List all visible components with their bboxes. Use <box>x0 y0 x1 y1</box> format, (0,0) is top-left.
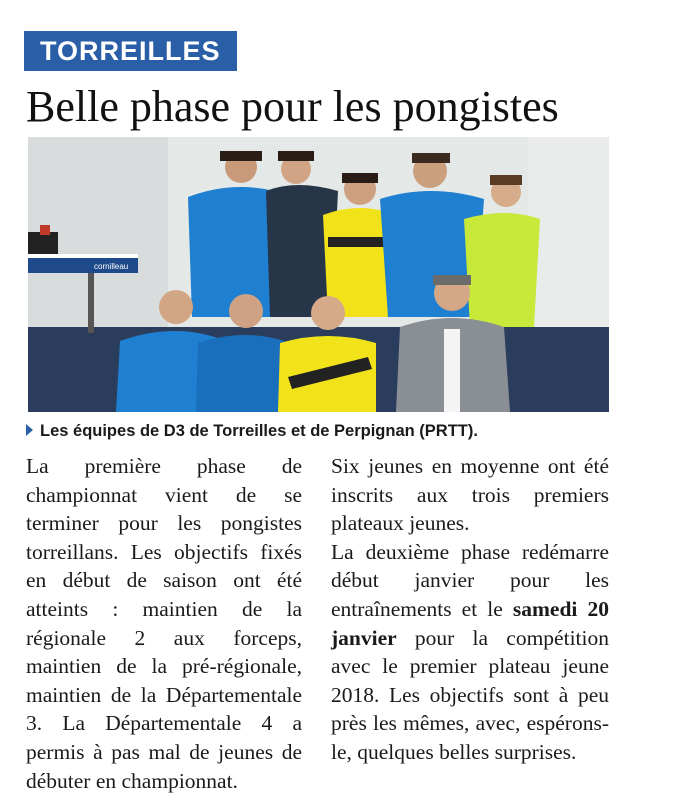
article-headline: Belle phase pour les pongistes <box>26 82 559 131</box>
article-column-2 <box>331 452 609 767</box>
section-label: TORREILLES <box>24 31 237 71</box>
table-brand-text: cornilleau <box>94 262 129 271</box>
date-highlight: samedi 20 janvier <box>331 596 609 650</box>
article-column-1 <box>26 452 302 795</box>
team-photo <box>28 137 609 412</box>
photo-caption <box>26 422 478 441</box>
body-paragraph <box>331 538 609 767</box>
body-text: pour la compétition avec le premier plateau jeune 2018. Les objectifs sont à peu près les mêmes, avec, espérons-le, quelques belles surprises. <box>331 625 609 764</box>
caption-bullet-icon <box>26 424 33 436</box>
body-text: La deuxième phase redémarre début janvier pour les entraînements et le <box>331 539 609 621</box>
body-paragraph: La première phase de championnat vient de se terminer pour les pongistes torreillans. Les objectifs fixés en début de saison ont été atteints : maintien de la régionale 2 aux forceps, maintien de la pré-régionale, maintien de la Départementale 3. La Départementale 4 a permis à pas mal de jeunes de débuter en championnat. <box>26 454 302 793</box>
body-paragraph: Six jeunes en moyenne ont été inscrits aux trois premiers plateaux jeunes. <box>331 454 609 536</box>
caption-text: Les équipes de D3 de Torreilles et de Perpignan (PRTT). <box>40 422 478 440</box>
